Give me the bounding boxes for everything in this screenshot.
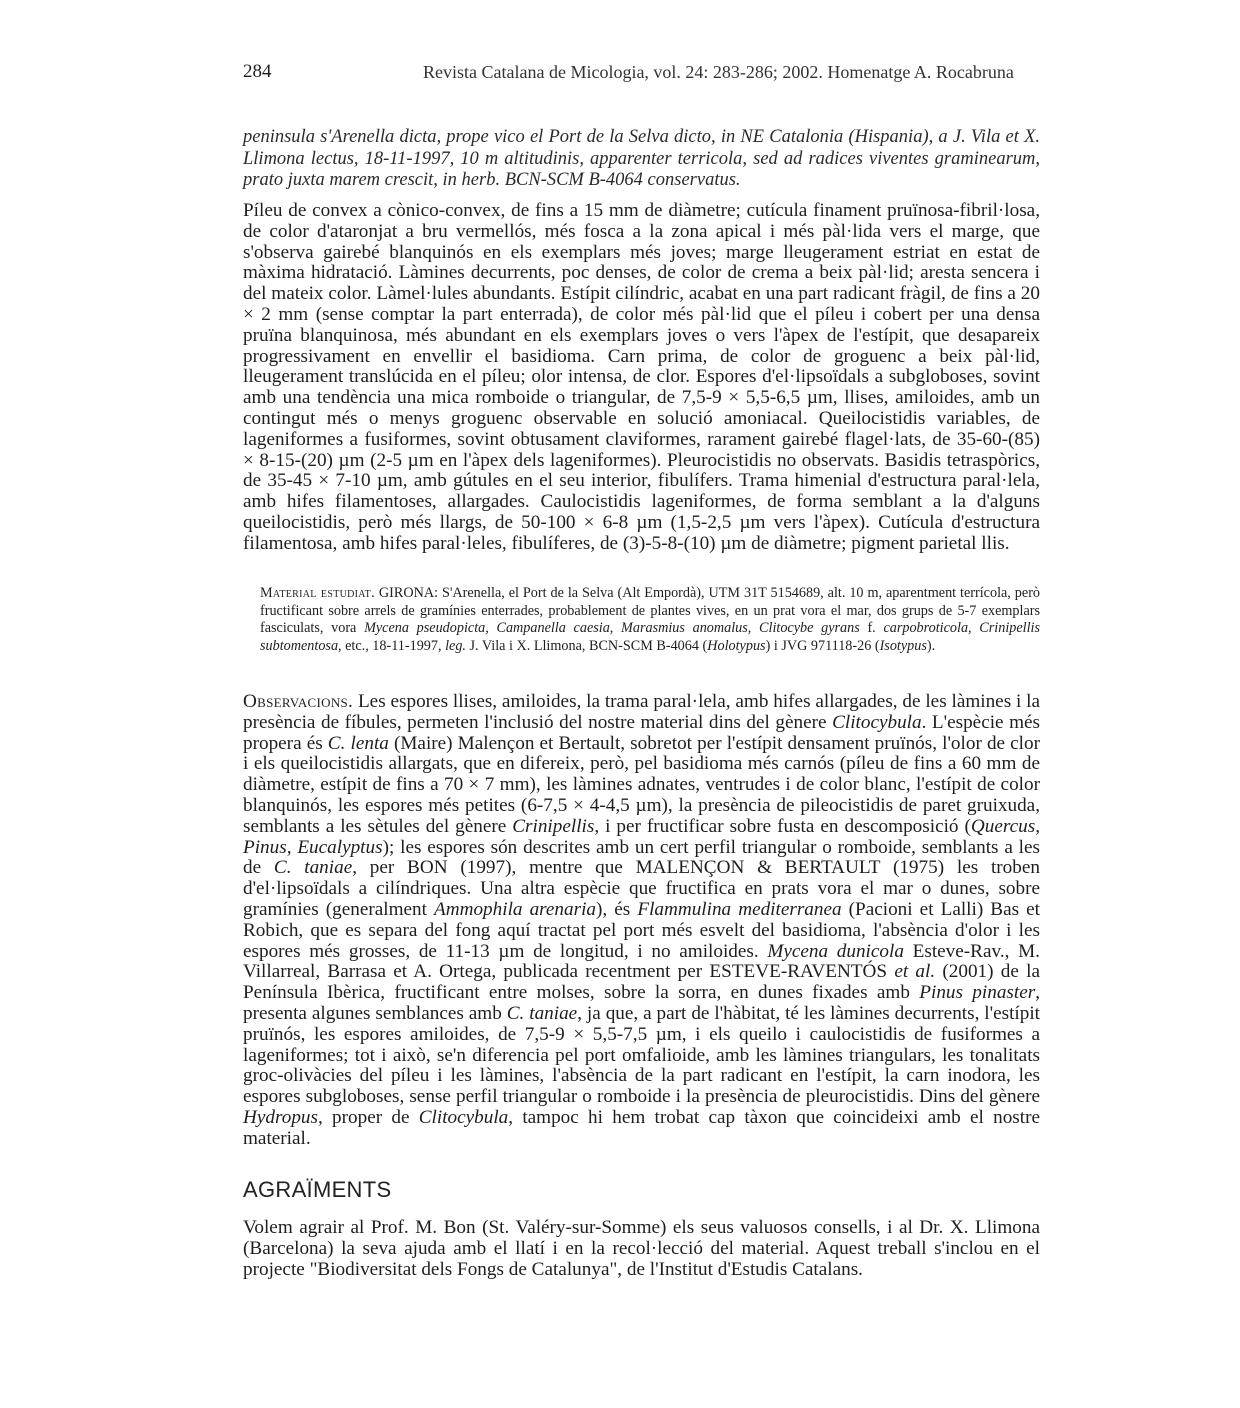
acknowledgements-text: Volem agrair al Prof. M. Bon (St. Valéry-sur-Somme) els seus valuosos consells, i al Dr. X. Llimona (Barcelona) la seva ajuda amb el llatí i en la recol·lecció del material. Aquest treball s'inclou en el projecte "Biodiversitat dels Fongs de Catalunya", de l'Institut d'Estudis Catalans.: [243, 1217, 1040, 1280]
observations-label: Observacions.: [243, 691, 354, 712]
section-heading-acknowledgements: AGRAÏMENTS: [243, 1177, 392, 1202]
species-description: Píleu de convex a cònico-convex, de fins a 15 mm de diàmetre; cutícula finament pruïnosa-fibril·losa, de color d'ataronjat a bru vermellós, més fosca a la zona apical i més pàl·lida vers el marge, que s'observa gairebé blanquinós en els exemplars més joves; marge lleugerament estriat en estat de màxima hidratació. Làmines decurrents, poc denses, de color de crema a beix pàl·lid; aresta sencera i del mateix color. Làmel·lules abundants. Estípit cilíndric, acabat en una part radicant fràgil, de fins a 20 × 2 mm (sense comptar la part enterrada), de color més pàl·lid que el píleu i cobert per una densa pruïna blanquinosa, més abundant en els exemplars joves o vers l'àpex de l'estípit, que desapareix progressivament en envellir el basidioma. Carn prima, de color de groguenc a beix pàl·lid, lleugerament translúcida en el píleu; olor intensa, de clor. Espores d'el·lipsoïdals a subgloboses, sovint amb una tendència una mica romboide o triangular, de 7,5-9 × 5,5-6,5 µm, llises, amiloides, amb un contingut més o menys groguenc observable en solució amoniacal. Queilocistidis variables, de lageniformes a fusiformes, sovint obtusament claviformes, rarament gairebé flagel·lats, de 35-60-(85) × 8-15-(20) µm (2-5 µm en l'àpex dels lageniformes). Pleurocistidis no observats. Basidis tetraspòrics, de 35-45 × 7-10 µm, amb gútules en el seu interior, fibulífers. Trama himenial d'estructura paral·lela, amb hifes filamentoses, allargades. Caulocistidis lageniformes, de forma semblant a la d'alguns queilocistidis, però més llargs, de 50-100 × 6-8 µm (1,5-2,5 µm vers l'àpex). Cutícula d'estructura filamentosa, amb hifes paral·leles, fibulíferes, de (3)-5-8-(10) µm de diàmetre; pigment parietal llis.: [243, 200, 1040, 554]
latin-diagnosis: peninsula s'Arenella dicta, prope vico el Port de la Selva dicto, in NE Catalonia (Hispania), a J. Vila et X. Llimona lectus, 18-11-1997, 10 m altitudinis, apparenter terricola, sed ad radices viventes graminearum, prato juxta marem crescit, in herb. BCN-SCM B-4064 conservatus.: [243, 127, 1040, 190]
page-number: 284: [243, 61, 272, 82]
material-studied: Material estudiat. GIRONA: S'Arenella, el Port de la Selva (Alt Empordà), UTM 31T 5154689, alt. 10 m, aparentment terrícola, però fructificant sobre arrels de gramínies enterrades, probablement de plantes vives, en un prat vora el mar, dos grups de 5-7 exemplars fasciculats, vora Mycena pseudopicta, Campanella caesia, Marasmius anomalus, Clitocybe gyrans f. carpobroticola, Crinipellis subtomentosa, etc., 18-11-1997, leg. J. Vila i X. Llimona, BCN-SCM B-4064 (Holotypus) i JVG 971118-26 (Isotypus).: [260, 585, 1041, 654]
observations-paragraph: Observacions. Les espores llises, amiloides, la trama paral·lela, amb hifes allargades, de les làmines i la presència de fíbules, permeten l'inclusió del nostre material dins del gènere Clitocybula. L'espècie més propera és C. lenta (Maire) Malençon et Bertault, sobretot per l'estípit densament pruïnós, l'olor de clor i els queilocistidis allargats, que en difereix, però, pel basidioma més carnós (píleu de fins a 60 mm de diàmetre, estípit de fins a 70 × 7 mm), les làmines adnates, ventrudes i de color blanc, l'estípit de color blanquinós, les espores més petites (6-7,5 × 4-4,5 µm), la presència de pileocistidis de paret gruixuda, semblants a les sètules del gènere Crinipellis, i per fructificar sobre fusta en descomposició (Quercus, Pinus, Eucalyptus); les espores són descrites amb un cert perfil triangular o romboide, semblants a les de C. taniae, per BON (1997), mentre que MALENÇON & BERTAULT (1975) les troben d'el·lipsoïdals a cilíndriques. Una altra espècie que fructifica en prats vora el mar o dunes, sobre gramínies (generalment Ammophila arenaria), és Flammulina mediterranea (Pacioni et Lalli) Bas et Robich, que es separa del fong aquí tractat pel port més esvelt del basidioma, l'absència d'olor i les espores més grosses, de 11-13 µm de longitud, i no amiloides. Mycena dunicola Esteve-Rav., M. Villarreal, Barrasa et A. Ortega, publicada recentment per ESTEVE-RAVENTÓS et al. (2001) de la Península Ibèrica, fructificant entre molses, sobre la sorra, en dunes fixades amb Pinus pinaster, presenta algunes semblances amb C. taniae, ja que, a part de l'hàbitat, té les làmines decurrents, l'estípit pruïnós, les espores amiloides, de 7,5-9 × 5,5-7,5 µm, i els queilo i caulocistidis de fusiformes a lageniformes; tot i això, se'n diferencia pel port omfalioide, amb les làmines triangulars, les tonalitats groc-olivàcies del píleu i les làmines, l'absència de la part radicant en l'estípit, la carn inodora, les espores subgloboses, sense perfil triangular o romboide i la presència de pleurocistidis. Dins del gènere Hydropus, proper de Clitocybula, tampoc hi hem trobat cap tàxon que coincideixi amb el nostre material.: [243, 691, 1041, 1149]
material-label: Material estudiat.: [260, 585, 375, 601]
running-title: Revista Catalana de Micologia, vol. 24: 283-286; 2002. Homenatge A. Rocabruna: [423, 62, 1014, 82]
